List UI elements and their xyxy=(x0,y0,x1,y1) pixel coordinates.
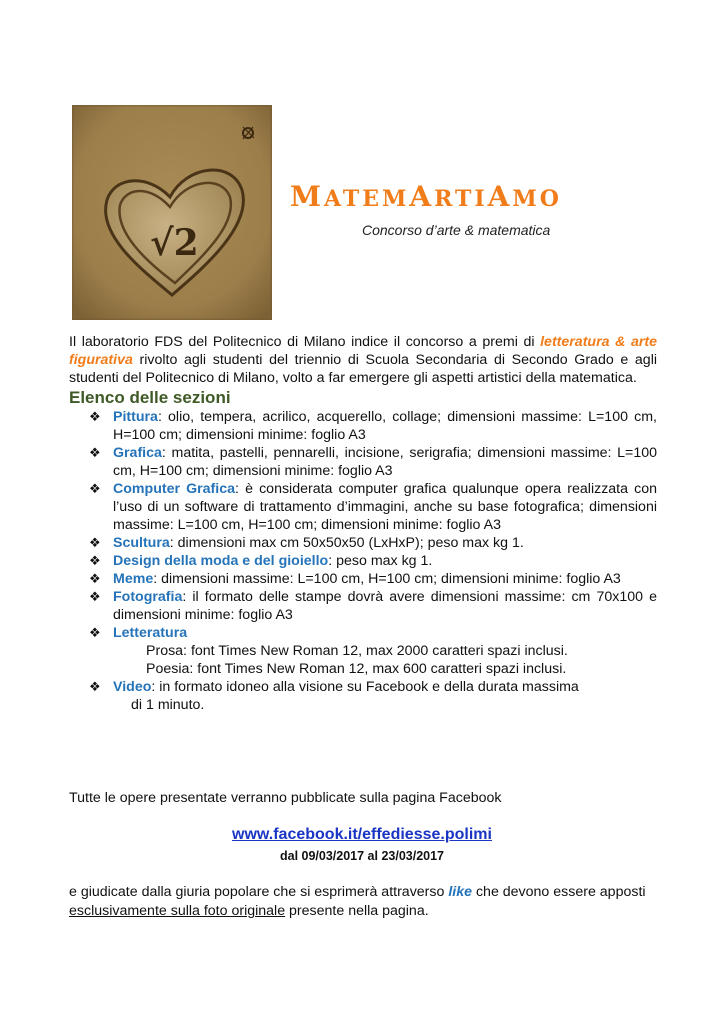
svg-text:√2: √2 xyxy=(150,222,199,264)
section-label: Design della moda e del gioiello xyxy=(113,553,329,569)
section-label: Grafica xyxy=(113,445,162,461)
highlight-arte-figurativa: & arte figurativa xyxy=(69,334,657,368)
like-word: like xyxy=(448,884,473,900)
logo-tile-image xyxy=(72,105,272,320)
diamond-bullet-icon: ❖ xyxy=(89,571,101,586)
section-item xyxy=(86,588,657,624)
underlined-text: esclusivamente sulla foto originale xyxy=(69,903,286,919)
title-letter: M xyxy=(290,180,324,213)
section-item xyxy=(86,552,657,570)
section-item xyxy=(86,444,657,480)
title-letter: A xyxy=(409,180,435,213)
section-text: : dimensioni massime: L=100 cm, H=100 cm; dimensioni minime: foglio A3 xyxy=(153,571,621,587)
sections-list xyxy=(69,408,657,714)
final-text: e giudicate dalla giuria popolare che si esprimerà attraverso xyxy=(69,884,449,900)
section-label: Meme xyxy=(113,571,154,587)
poetry-rule: Poesia: font Times New Roman 12, max 600 caratteri spazi inclusi. xyxy=(146,661,567,677)
diamond-bullet-icon: ❖ xyxy=(89,589,101,604)
contest-title xyxy=(290,180,562,213)
contest-dates: dal 09/03/2017 al 23/03/2017 xyxy=(279,849,445,863)
main-content xyxy=(69,333,657,714)
intro-text: rivolto agli studenti del triennio di Scuola Secondaria di Secondo Grado e agli studenti del Politecnico di Milano, volto a far emergere gli aspetti artistici della matematica. xyxy=(69,352,657,386)
intro-paragraph xyxy=(69,333,657,387)
title-part: ATEM xyxy=(324,186,410,212)
section-item xyxy=(86,624,657,678)
section-item xyxy=(86,678,657,714)
contest-subtitle: Concorso d’arte & matematica xyxy=(362,222,551,238)
diamond-bullet-icon: ❖ xyxy=(89,535,101,550)
section-text: : peso max kg 1. xyxy=(328,553,433,569)
closing-paragraph: Tutte le opere presentate verranno pubblicate sulla pagina Facebook xyxy=(69,790,502,806)
title-letter: A xyxy=(487,180,513,213)
intro-text: Il laboratorio FDS del Politecnico di Milano indice il concorso a premi di xyxy=(69,334,541,350)
highlight-letteratura: letteratura xyxy=(540,334,610,350)
diamond-bullet-icon: ❖ xyxy=(89,445,101,460)
section-label: Computer Grafica xyxy=(113,481,236,497)
final-paragraph xyxy=(69,883,659,921)
final-text: presente nella pagina. xyxy=(285,903,429,919)
section-text: : matita, pastelli, pennarelli, incisione, serigrafia; dimensioni massime: L=100 cm, H=100 cm; dimensioni minime: foglio A3 xyxy=(113,445,657,479)
title-part: MO xyxy=(512,186,562,212)
title-part: RTI xyxy=(434,186,488,212)
section-text: : in formato idoneo alla visione su Facebook e della durata massima xyxy=(151,679,579,695)
diamond-bullet-icon: ❖ xyxy=(89,553,101,568)
section-item xyxy=(86,408,657,444)
facebook-link[interactable]: www.facebook.it/effediesse.polimi xyxy=(232,826,492,843)
section-text: di 1 minuto. xyxy=(131,697,205,713)
sections-heading: Elenco delle sezioni xyxy=(69,388,231,407)
section-label: Pittura xyxy=(113,409,158,425)
section-text: : è considerata computer grafica qualunque opera realizzata con l’uso di un software di trattamento d’immagini, anche su base fotografica; dimensioni massime: L=100 cm, H=100 cm; dimensioni minime: foglio A3 xyxy=(113,481,657,533)
diamond-bullet-icon: ❖ xyxy=(89,679,101,694)
section-text: : dimensioni max cm 50x50x50 (LxHxP); peso max kg 1. xyxy=(169,535,524,551)
section-label: Letteratura xyxy=(113,625,188,641)
diamond-bullet-icon: ❖ xyxy=(89,481,101,496)
diamond-bullet-icon: ❖ xyxy=(89,409,101,424)
section-text: : olio, tempera, acrilico, acquerello, collage; dimensioni massime: L=100 cm, H=100 cm; dimensioni minime: foglio A3 xyxy=(113,409,657,443)
section-item xyxy=(86,570,657,588)
final-text: che devono essere apposti xyxy=(472,884,646,900)
section-label: Video xyxy=(113,679,152,695)
section-text: : il formato delle stampe dovrà avere dimensioni massime: cm 70x100 e dimensioni minime: foglio A3 xyxy=(113,589,657,623)
prose-rule: Prosa: font Times New Roman 12, max 2000 caratteri spazi inclusi. xyxy=(146,643,568,659)
section-label: Fotografia xyxy=(113,589,183,605)
section-item xyxy=(86,534,657,552)
diamond-bullet-icon: ❖ xyxy=(89,625,101,640)
section-item xyxy=(86,480,657,534)
section-label: Scultura xyxy=(113,535,170,551)
